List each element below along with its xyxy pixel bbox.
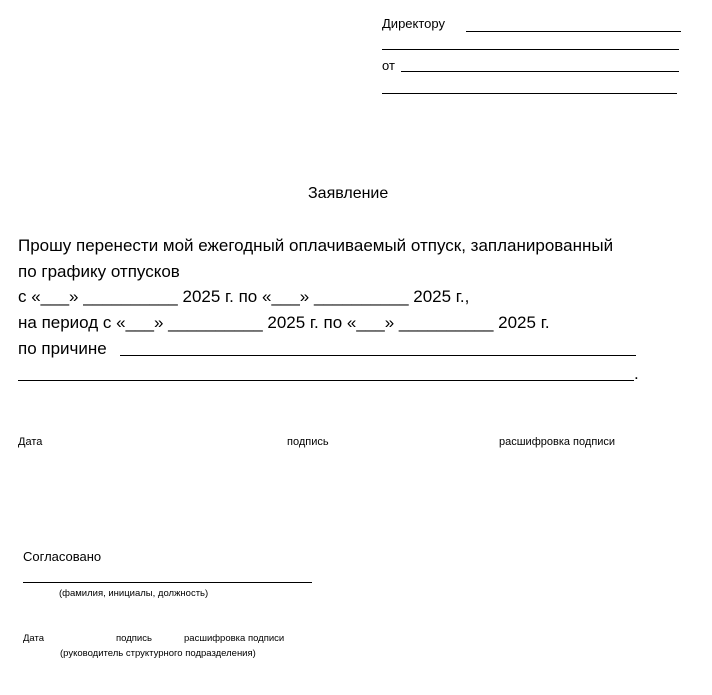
date-label: Дата: [18, 436, 43, 448]
approval-title: Согласовано: [23, 549, 102, 564]
body-line-3: с «___» __________ 2025 г. по «___» __________ 2025 г.,: [18, 287, 470, 306]
reason-label: по причине: [18, 339, 107, 358]
approval-name-field[interactable]: [23, 582, 312, 583]
reason-field-2[interactable]: [18, 380, 634, 381]
document-title: Заявление: [308, 185, 389, 202]
from-label: от: [382, 58, 395, 73]
reason-field[interactable]: [120, 355, 636, 356]
director-name-field[interactable]: [466, 31, 681, 32]
director-label: Директору: [382, 16, 445, 31]
body-line-1: Прошу перенести мой ежегодный оплачиваемый отпуск, запланированный: [18, 236, 614, 255]
approval-decode-label: расшифровка подписи: [184, 633, 285, 644]
decode-label: расшифровка подписи: [499, 436, 616, 448]
body-line-2: по графику отпусков: [18, 262, 180, 281]
body-line-4: на период с «___» __________ 2025 г. по «___» __________ 2025 г.: [18, 313, 550, 332]
approval-head-hint: (руководитель структурного подразделения): [60, 648, 256, 659]
reason-end-period: .: [634, 364, 639, 383]
from-name-field-2[interactable]: [382, 93, 677, 94]
from-name-field[interactable]: [401, 71, 679, 72]
signature-label: подпись: [287, 436, 329, 448]
director-name-field-2[interactable]: [382, 49, 679, 50]
approval-date-label: Дата: [23, 633, 45, 644]
approval-name-hint: (фамилия, инициалы, должность): [59, 588, 209, 599]
approval-signature-label: подпись: [116, 633, 152, 644]
